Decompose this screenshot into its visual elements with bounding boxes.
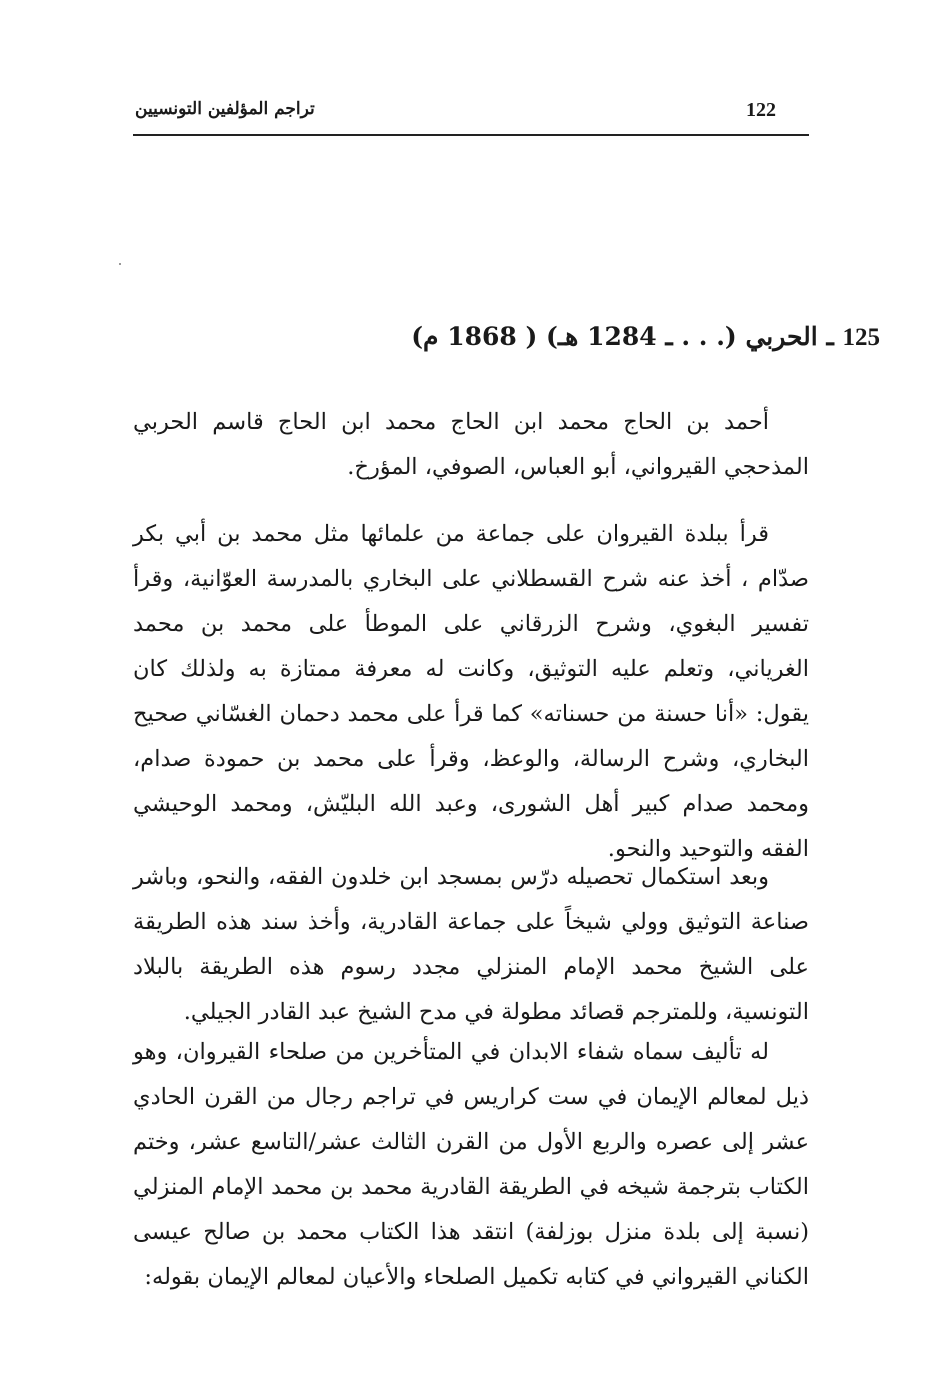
paragraph-name: أحمد بن الحاج محمد ابن الحاج محمد ابن الحاج قاسم الحربي المذحجي القيرواني، أبو العباس، الصوفي، المؤرخ.: [133, 409, 809, 480]
header-rule: [133, 134, 809, 136]
entry-title: ـ الحربي (. . . ـ 1284 هـ) ( 1868 م): [411, 322, 834, 351]
margin-speck: [119, 263, 121, 265]
entry-heading: [380, 322, 880, 352]
entry-number: 125: [842, 324, 880, 351]
page-header: [133, 96, 809, 136]
paragraph-career: وبعد استكمال تحصيله درّس بمسجد ابن خلدون الفقه، والنحو، وباشر صناعة التوثيق وولي شيخاً على جماعة القادرية، وأخذ سند هذه الطريقة على الشيخ محمد الإمام المنزلي مجدد رسوم هذه الطريقة بالبلاد التونسية، وللمترجم قصائد مطولة في مدح الشيخ عبد القادر الجيلي.: [133, 864, 809, 1025]
paragraph-studies: قرأ ببلدة القيروان على جماعة من علمائها مثل محمد بن أبي بكر صدّام ، أخذ عنه شرح القسطلاني على البخاري بالمدرسة العوّانية، وقرأ تفسير البغوي، وشرح الزرقاني على الموطأ على محمد بن محمد الغرياني، وتعلم عليه التوثيق، وكانت له معرفة ممتازة به ولذلك كان يقول: «أنا حسنة من حسناته» كما قرأ على محمد دحمان الغسّاني صحيح البخاري، وشرح الرسالة، والوعظ، وقرأ على محمد بن حمودة صدام، ومحمد صدام كبير أهل الشورى، وعبد الله البليّش، ومحمد الوحيشي الفقه والتوحيد والنحو.: [133, 521, 809, 862]
paragraph-works: له تأليف سماه شفاء الابدان في المتأخرين من صلحاء القيروان، وهو ذيل لمعالم الإيمان في ست كراريس في تراجم رجال من القرن الحادي عشر إلى عصره والربع الأول من القرن الثالث عشر/التاسع عشر، وختم الكتاب بترجمة شيخه في الطريقة القادرية محمد بن محمد الإمام المنزلي (نسبة إلى بلدة منزل بوزلفة) انتقد هذا الكتاب محمد بن صالح عيسى الكناني القيرواني في كتابه تكميل الصلحاء والأعيان لمعالم الإيمان بقوله:: [133, 1039, 809, 1290]
page-number: 122: [746, 99, 776, 121]
running-head: تراجم المؤلفين التونسيين: [135, 99, 315, 119]
